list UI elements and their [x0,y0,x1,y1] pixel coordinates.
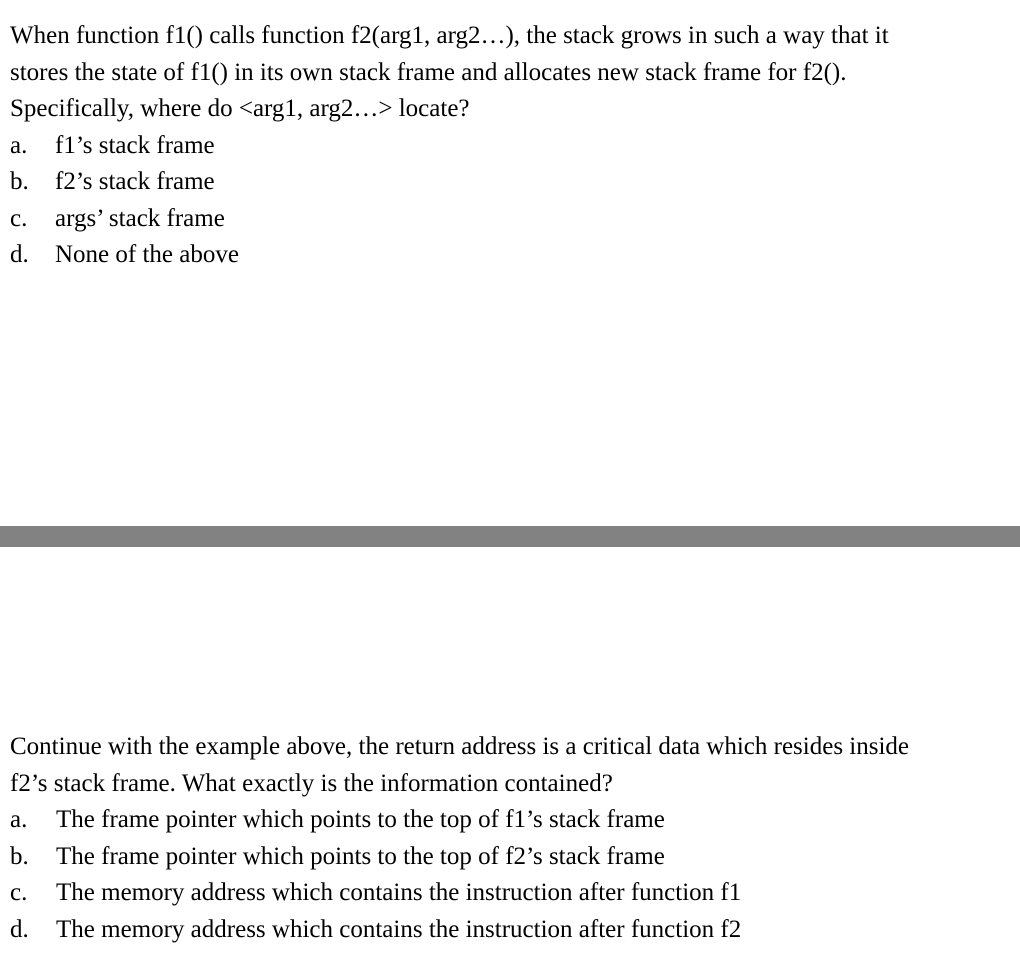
option-text: The frame pointer which points to the top of f2’s stack frame [56,842,665,870]
option-text: args’ stack frame [55,204,225,232]
question-1-stem [10,18,1015,128]
question-2-option-d [10,912,1015,949]
question-2-option-c [10,875,1015,912]
question-2-option-a [10,802,1015,839]
option-letter: c. [10,879,28,906]
option-letter: b. [10,168,29,195]
option-letter: b. [10,842,29,870]
question-1-stem-line: When function f1() calls function f2(arg1, arg2…), the stack grows in such a way that it [10,22,889,49]
option-text: None of the above [55,241,239,268]
question-2-stem [10,729,1015,802]
option-text: f2’s stack frame [55,168,215,195]
option-letter: a. [10,131,28,159]
question-1 [10,18,1015,274]
question-2-option-b [10,839,1015,876]
question-1-option-c [10,201,1015,238]
option-text: The memory address which contains the instruction after function f1 [56,879,742,906]
option-letter: a. [10,806,28,833]
option-text: The frame pointer which points to the top of f1’s stack frame [56,806,665,833]
question-1-stem-line: Specifically, where do <arg1, arg2…> locate? [10,95,470,122]
section-divider [0,526,1020,547]
option-letter: d. [10,915,29,943]
option-text: The memory address which contains the instruction after function f2 [56,915,742,943]
question-1-options [10,128,1015,274]
option-letter: c. [10,204,28,232]
question-1-option-d [10,237,1015,274]
question-1-option-a [10,128,1015,165]
question-2-stem-line: Continue with the example above, the return address is a critical data which resides inside [10,733,910,760]
question-2-options [10,802,1015,948]
question-2 [10,729,1015,948]
question-2-stem-line: f2’s stack frame. What exactly is the information contained? [10,769,613,797]
option-text: f1’s stack frame [55,131,215,159]
question-1-stem-line: stores the state of f1() in its own stack frame and allocates new stack frame for f2(). [10,58,847,86]
option-letter: d. [10,241,29,268]
question-1-option-b [10,164,1015,201]
